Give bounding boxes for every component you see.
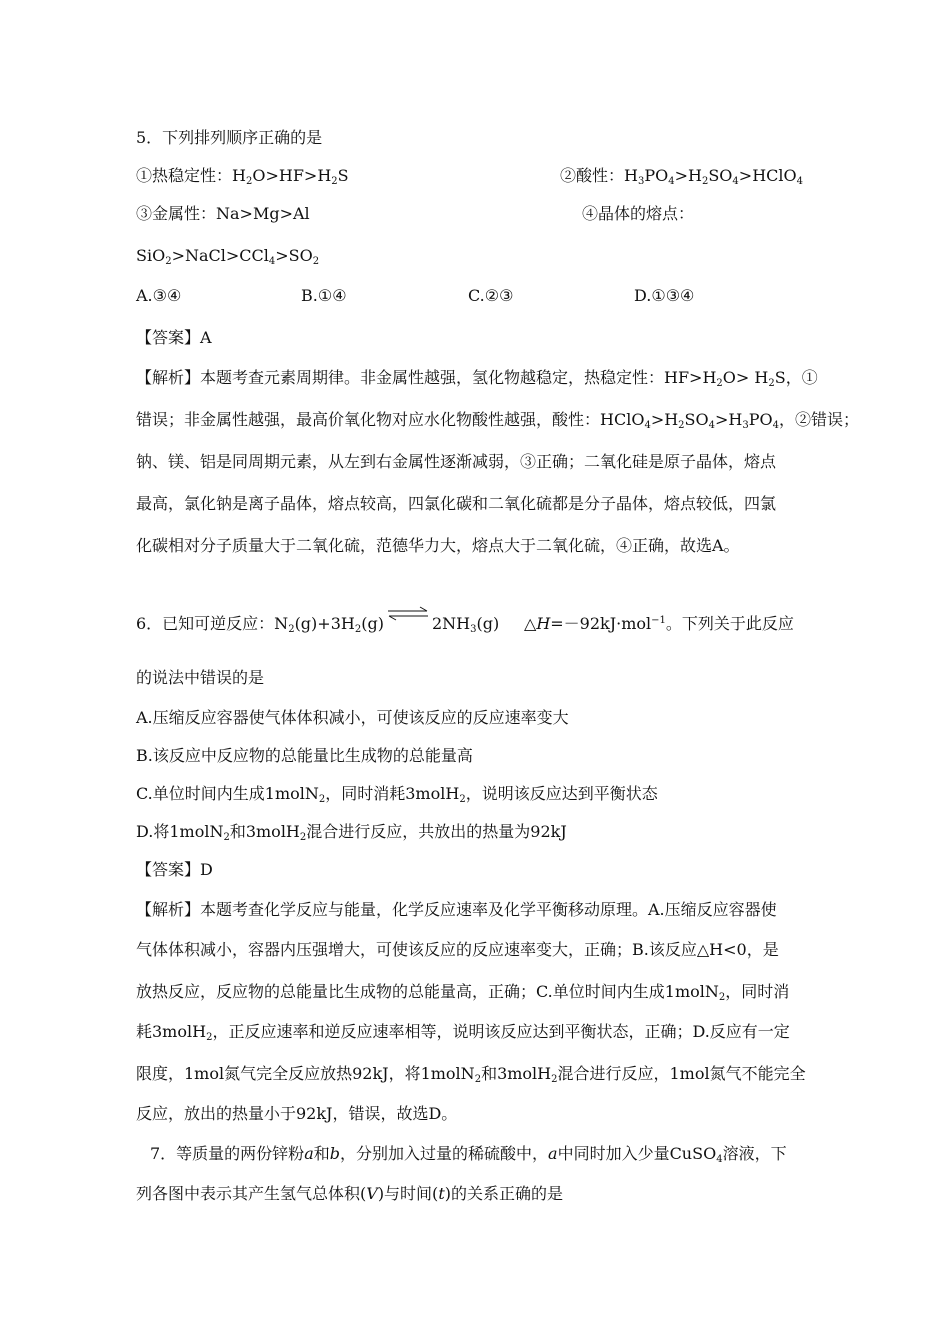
q6-analysis-line-5: 限度，1mol氮气完全反应放热92kJ，将1molN$_2$和3molH$_2$混合进行反应，1mol氮气不能完全 xyxy=(136,1064,806,1085)
q6-option-d: D.将1molN$_2$和3molH$_2$混合进行反应，共放出的热量为92kJ xyxy=(136,822,567,843)
q6-option-b: B.该反应中反应物的总能量比生成物的总能量高 xyxy=(136,746,473,765)
q5-item-4: ④晶体的熔点： xyxy=(582,204,695,223)
q5-item-2: ②酸性：$H_3PO_4>H_2SO_4>HClO_4$ xyxy=(560,166,804,187)
q6-stem-line-2: 的说法中错误的是 xyxy=(136,668,265,687)
q5-analysis-line-4: 最高，氯化钠是离子晶体，熔点较高，四氯化碳和二氧化硫都是分子晶体，熔点较低，四氯 xyxy=(136,494,777,513)
q5-option-a: A.③④ xyxy=(136,286,182,305)
q6-answer: 【答案】D xyxy=(136,860,213,879)
q6-option-a: A.压缩反应容器使气体体积减小，可使该反应的反应速率变大 xyxy=(136,708,569,727)
q5-answer: 【答案】A xyxy=(136,328,212,347)
q5-analysis-line-1: 【解析】本题考查元素周期律。非金属性越强，氢化物越稳定，热稳定性：$HF>H_2O> H_2S$，① xyxy=(136,368,818,389)
q6-stem-enthalpy: △H=－92kJ·mol$^{-1}$。下列关于此反应 xyxy=(524,614,794,633)
q5-item-4-cont: $SiO_2>NaCl>CCl_4>SO_2$ xyxy=(136,246,320,267)
q6-analysis-line-4: 耗3molH$_2$，正反应速率和逆反应速率相等，说明该反应达到平衡状态，正确；D.反应有一定 xyxy=(136,1022,790,1043)
reversible-arrow-icon xyxy=(386,606,430,622)
q6-analysis-line-6: 反应，放出的热量小于92kJ，错误，故选D。 xyxy=(136,1104,458,1123)
q6-stem-product: $2NH_3(g)$ xyxy=(432,614,500,635)
q5-option-c: C.②③ xyxy=(468,286,514,305)
q5-item-3: ③金属性：Na>Mg>Al xyxy=(136,204,310,223)
q7-stem-line-2: 列各图中表示其产生氢气总体积(V)与时间(t)的关系正确的是 xyxy=(136,1184,563,1203)
q5-analysis-line-3: 钠、镁、铝是同周期元素，从左到右金属性逐渐减弱，③正确；二氧化硅是原子晶体，熔点 xyxy=(136,452,777,471)
q5-analysis-line-2: 错误；非金属性越强，最高价氧化物对应水化物酸性越强，酸性：$HClO_4>H_2SO_4>H_3PO_4$，②错误； xyxy=(136,410,860,431)
q5-stem: 5．下列排列顺序正确的是 xyxy=(136,128,323,147)
q5-item-1: ①热稳定性：$H_2O>HF>H_2S$ xyxy=(136,166,349,187)
q5-analysis-line-5: 化碳相对分子质量大于二氧化硫，范德华力大，熔点大于二氧化硫，④正确，故选A。 xyxy=(136,536,740,555)
q5-option-d: D.①③④ xyxy=(634,286,695,305)
q5-option-b: B.①④ xyxy=(301,286,347,305)
q6-stem-reactants: 6．已知可逆反应：$N_2(g)+3H_2(g)$ xyxy=(136,614,384,635)
q6-analysis-line-3: 放热反应，反应物的总能量比生成物的总能量高，正确；C.单位时间内生成1molN$_2$，同时消 xyxy=(136,982,790,1003)
q7-stem-line-1: 7．等质量的两份锌粉a和b，分别加入过量的稀硫酸中，a中同时加入少量CuSO$_4$溶液，下 xyxy=(150,1144,787,1165)
q6-analysis-line-1: 【解析】本题考查化学反应与能量，化学反应速率及化学平衡移动原理。A.压缩反应容器使 xyxy=(136,900,777,919)
q6-analysis-line-2: 气体体积减小，容器内压强增大，可使该反应的反应速率变大，正确；B.该反应△H<0，是 xyxy=(136,940,779,959)
q6-option-c: C.单位时间内生成1molN$_2$，同时消耗3molH$_2$，说明该反应达到平衡状态 xyxy=(136,784,658,805)
